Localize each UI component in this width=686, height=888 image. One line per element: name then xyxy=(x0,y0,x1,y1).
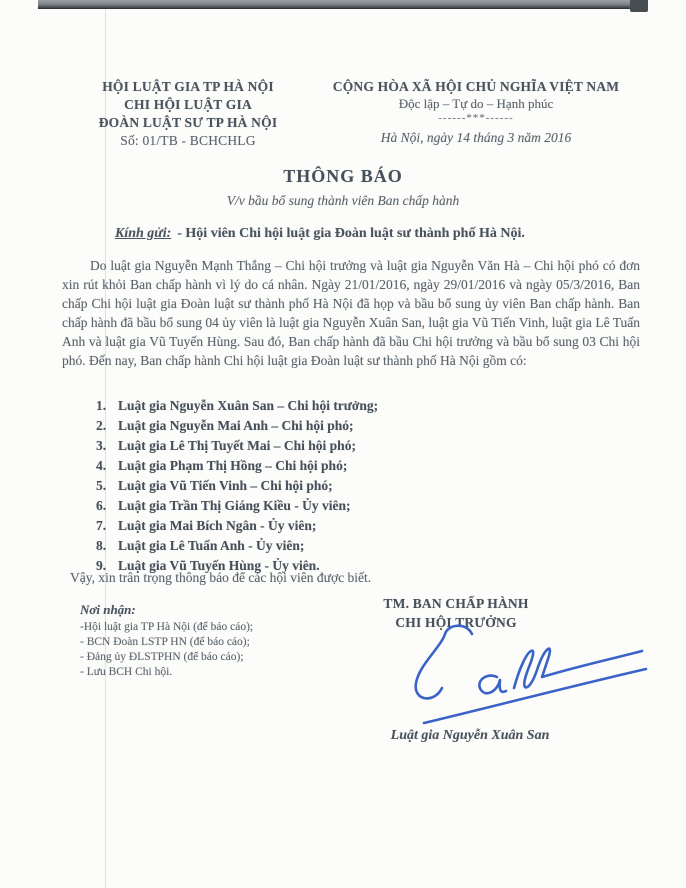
member-item-text: Luật gia Lê Thị Tuyết Mai – Chi hội phó; xyxy=(118,438,356,453)
member-item-number: 7. xyxy=(96,518,107,533)
dateline: Hà Nội, ngày 14 tháng 3 năm 2016 xyxy=(380,130,572,145)
closing-line: Vậy, xin trân trọng thông báo để các hội viên được biết. xyxy=(70,570,372,585)
ref-number: Số: 01/TB - BCHCHLG xyxy=(120,133,256,148)
member-item xyxy=(96,496,616,516)
member-item xyxy=(96,536,616,556)
member-item-text: Luật gia Mai Bích Ngân - Ủy viên; xyxy=(118,518,317,533)
member-item-number: 9. xyxy=(96,558,107,573)
national-header-block xyxy=(302,78,650,146)
salutation-label: Kính gửi: xyxy=(115,226,172,241)
member-item-number: 6. xyxy=(96,498,107,513)
scan-artifact-bar-endcap xyxy=(630,0,648,12)
member-item-number: 2. xyxy=(96,418,107,433)
issuing-org-block xyxy=(48,78,328,150)
scan-artifact-top-bar xyxy=(38,0,638,9)
recipient-line: - BCN Đoàn LSTP HN (để báo cáo); xyxy=(80,636,250,648)
member-item xyxy=(96,456,616,476)
recipient-line: -Hội luật gia TP Hà Nội (để báo cáo); xyxy=(80,621,254,633)
doc-subject: V/v bầu bổ sung thành viên Ban chấp hành xyxy=(226,193,460,208)
national-header: CỘNG HÒA XÃ HỘI CHỦ NGHĨA VIỆT NAM xyxy=(332,79,620,94)
sign-org: TM. BAN CHẤP HÀNH xyxy=(383,596,529,611)
member-item-number: 5. xyxy=(96,478,107,493)
member-item-number: 3. xyxy=(96,438,107,453)
member-item xyxy=(96,516,616,536)
member-item xyxy=(96,416,616,436)
org-name-line-3: ĐOÀN LUẬT SƯ TP HÀ NỘI xyxy=(98,115,278,130)
recipients-label: Nơi nhận: xyxy=(80,602,136,617)
signature xyxy=(402,620,654,732)
sign-title: CHI HỘI TRƯỞNG xyxy=(395,615,517,630)
member-list xyxy=(96,396,616,576)
member-item-text: Luật gia Vũ Tuyến Hùng - Ủy viên. xyxy=(118,558,320,573)
signature-ink-icon xyxy=(402,620,654,732)
recipient-line: - Đảng ủy ĐLSTPHN (để báo cáo); xyxy=(80,651,244,663)
member-item-text: Luật gia Nguyễn Xuân San – Chi hội trưởng; xyxy=(118,398,379,413)
member-item-number: 8. xyxy=(96,538,107,553)
salutation xyxy=(115,226,645,242)
org-name-line-1: HỘI LUẬT GIA TP HÀ NỘI xyxy=(102,79,274,94)
member-item-text: Luật gia Phạm Thị Hồng – Chi hội phó; xyxy=(118,458,348,473)
national-motto: Độc lập – Tự do – Hạnh phúc xyxy=(398,96,554,111)
member-item-text: Luật gia Nguyễn Mai Anh – Chi hội phó; xyxy=(118,418,354,433)
member-item xyxy=(96,476,616,496)
member-item-text: Luật gia Lê Tuấn Anh - Ủy viên; xyxy=(118,538,305,553)
salutation-text: - Hội viên Chi hội luật gia Đoàn luật sư thành phố Hà Nội. xyxy=(177,226,525,241)
org-name-line-2: CHI HỘI LUẬT GIA xyxy=(124,97,252,112)
member-item xyxy=(96,436,616,456)
body-paragraph: Do luật gia Nguyễn Mạnh Thắng – Chi hội trưởng và luật gia Nguyễn Văn Hà – Chi hội phó có đơn xin rút khỏi Ban chấp hành vì lý do cá nhân. Ngày 21/01/2016, ngày 29/01/2016 và ngày 05/3/2016, Ban chấp Chi hội luật gia Đoàn luật sư thành phố Hà Nội đã họp và bầu bổ sung ủy viên Ban chấp hành. Ban chấp hành đã bầu bổ sung 04 ủy viên là luật gia Nguyễn Xuân San, luật gia Vũ Tiến Vinh, luật gia Lê Tuấn Anh và luật gia Vũ Tuyến Hùng. Sau đó, Ban chấp hành đã bầu Chi hội trưởng và bầu bổ sung 03 Chi hội phó. Đến nay, Ban chấp hành Chi hội luật gia Đoàn luật sư thành phố Hà Nội gồm có: xyxy=(62,258,640,368)
recipients-block xyxy=(80,602,340,680)
member-item-number: 4. xyxy=(96,458,107,473)
member-item-text: Luật gia Vũ Tiến Vinh – Chi hội phó; xyxy=(118,478,333,493)
signer-name: Luật gia Nguyễn Xuân San xyxy=(390,728,550,743)
member-item xyxy=(96,396,616,416)
member-item-number: 1. xyxy=(96,398,107,413)
doc-title: THÔNG BÁO xyxy=(283,166,403,186)
member-item-text: Luật gia Trần Thị Giáng Kiều - Ủy viên; xyxy=(118,498,351,513)
motto-separator: ------***------ xyxy=(438,112,514,124)
recipient-line: - Lưu BCH Chi hội. xyxy=(80,666,173,678)
